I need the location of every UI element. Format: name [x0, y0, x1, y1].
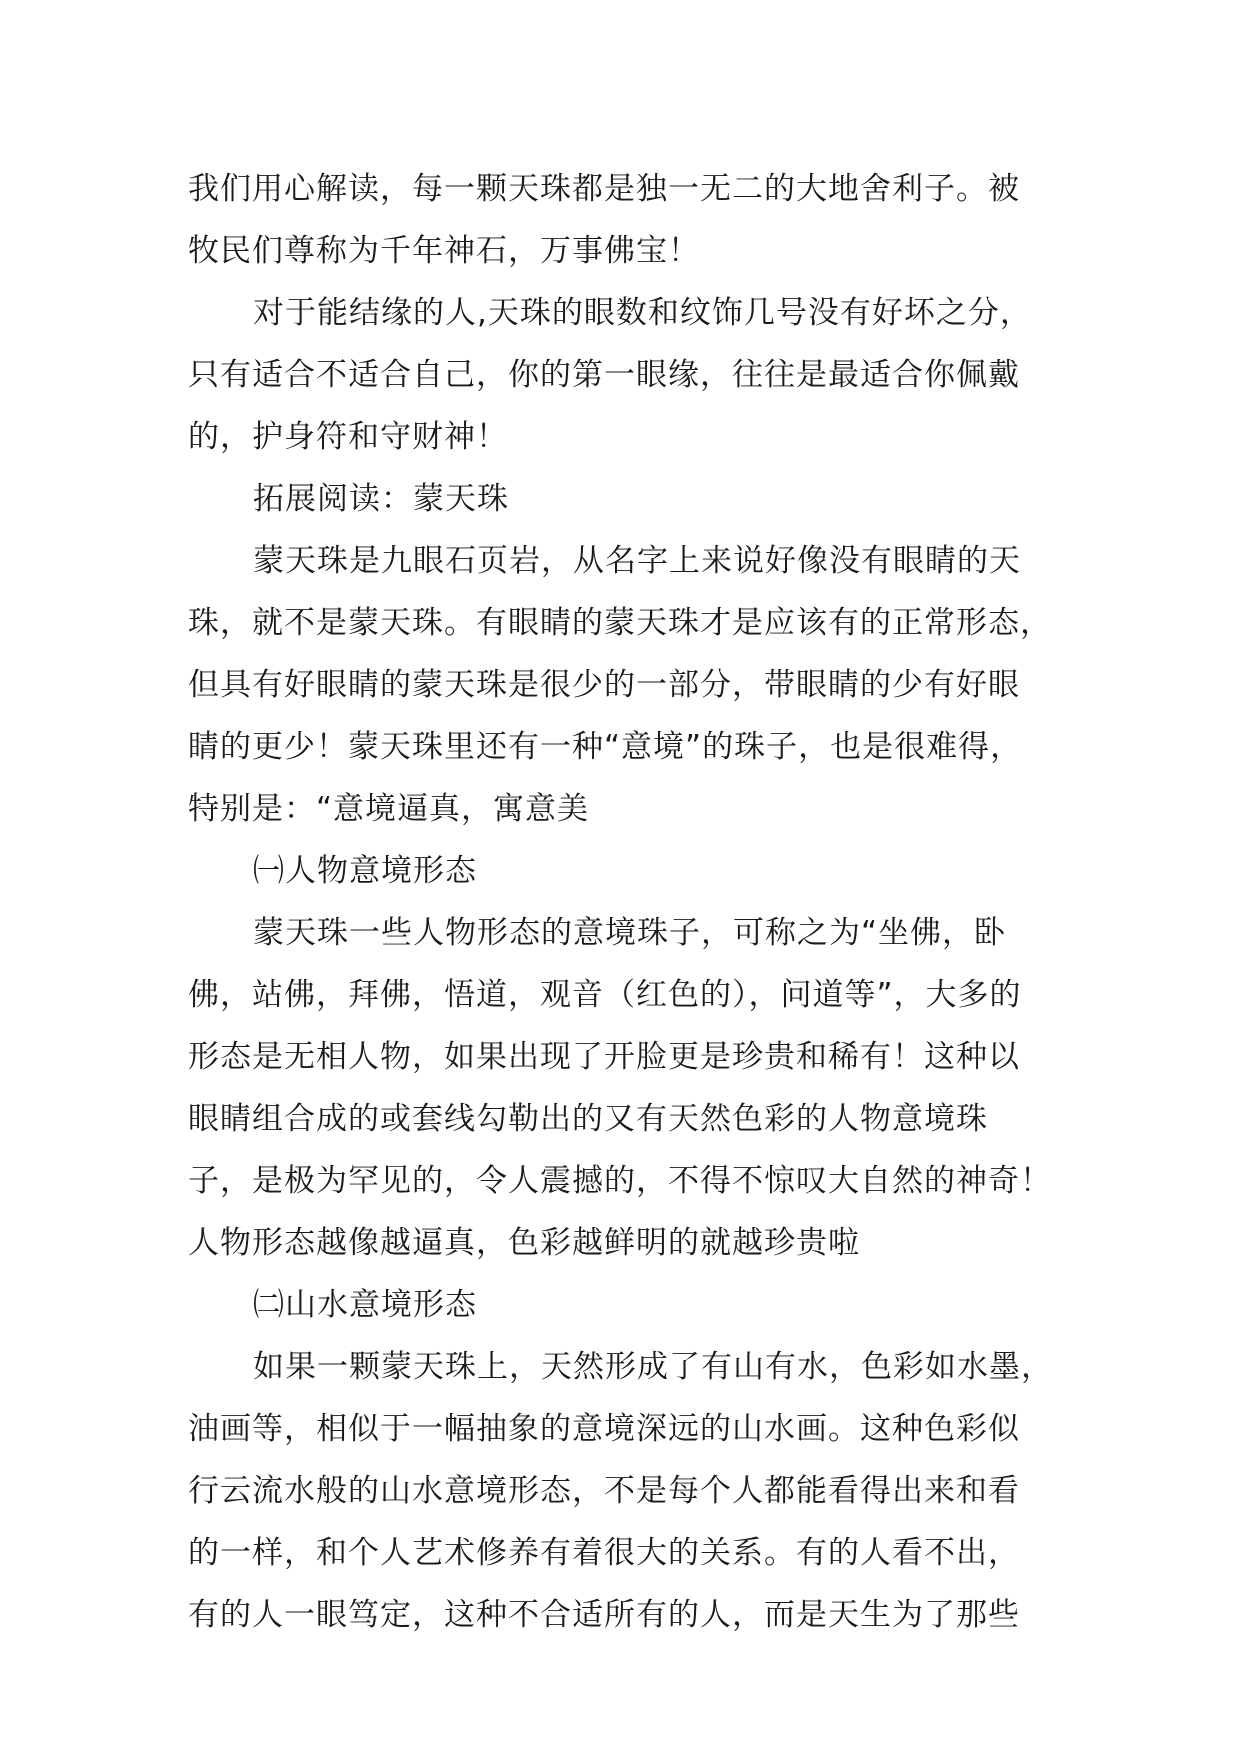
text-line: 佛，站佛，拜佛，悟道，观音（红色的），问道等”，大多的 [188, 977, 1022, 1013]
text-line: 蒙天珠是九眼石页岩，从名字上来说好像没有眼睛的天 [253, 543, 1021, 579]
text-line: 有的人一眼笃定，这种不合适所有的人，而是天生为了那些 [188, 1597, 1020, 1633]
text-line: 行云流水般的山水意境形态，不是每个人都能看得出来和看 [188, 1473, 1020, 1509]
text-line: 珠，就不是蒙天珠。有眼睛的蒙天珠才是应该有的正常形态， [188, 605, 1052, 641]
section-heading: ㈡山水意境形态 [253, 1287, 477, 1323]
text-line: 特别是：“意境逼真，寓意美 [188, 791, 590, 827]
text-line: 对于能结缘的人,天珠的眼数和纹饰几号没有好坏之分， [253, 295, 1032, 331]
text-line: 的一样，和个人艺术修养有着很大的关系。有的人看不出， [188, 1535, 1020, 1571]
text-line: 人物形态越像越逼真，色彩越鲜明的就越珍贵啦 [188, 1225, 860, 1261]
text-line: 我们用心解读，每一颗天珠都是独一无二的大地舍利子。被 [188, 171, 1020, 207]
text-line: 睛的更少！蒙天珠里还有一种“意境”的珠子，也是很难得， [188, 729, 1023, 765]
text-line: 蒙天珠一些人物形态的意境珠子，可称之为“坐佛，卧 [253, 915, 1007, 951]
text-line: 只有适合不适合自己，你的第一眼缘，往往是最适合你佩戴 [188, 357, 1020, 393]
text-line: 牧民们尊称为千年神石，万事佛宝！ [188, 233, 700, 269]
text-line: 眼睛组合成的或套线勾勒出的又有天然色彩的人物意境珠 [188, 1101, 988, 1137]
text-line: 形态是无相人物，如果出现了开脸更是珍贵和稀有！这种以 [188, 1039, 1020, 1075]
text-line: 如果一颗蒙天珠上，天然形成了有山有水，色彩如水墨， [253, 1349, 1053, 1385]
text-line: 但具有好眼睛的蒙天珠是很少的一部分，带眼睛的少有好眼 [188, 667, 1020, 703]
section-heading: 拓展阅读：蒙天珠 [253, 481, 509, 517]
text-line: 油画等，相似于一幅抽象的意境深远的山水画。这种色彩似 [188, 1411, 1020, 1447]
text-line: 子，是极为罕见的，令人震撼的，不得不惊叹大自然的神奇！ [188, 1163, 1052, 1199]
section-heading: ㈠人物意境形态 [253, 853, 477, 889]
document-body [188, 158, 1078, 1646]
text-line: 的，护身符和守财神！ [188, 419, 508, 455]
